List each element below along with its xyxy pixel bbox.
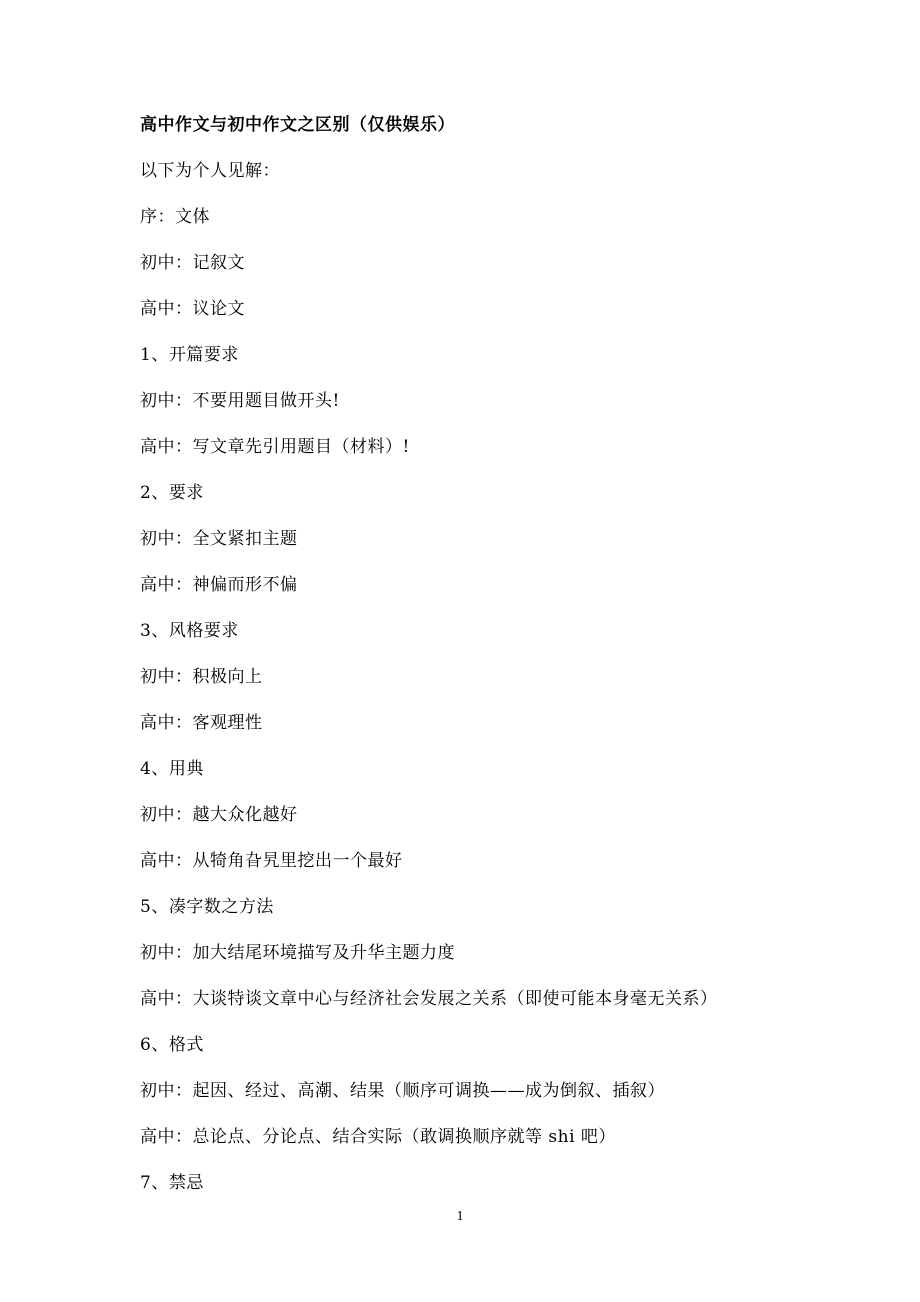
text-line: 高中：议论文	[140, 299, 245, 319]
text-line: 初中：记叙文	[140, 253, 245, 273]
text-line: 高中：神偏而形不偏	[140, 575, 298, 595]
text-line: 初中：起因、经过、高潮、结果（顺序可调换——成为倒叙、插叙）	[140, 1081, 665, 1101]
text-line: 初中：全文紧扣主题	[140, 529, 298, 549]
text-line: 初中：积极向上	[140, 667, 263, 687]
section-heading: 3、风格要求	[140, 621, 239, 641]
document-title: 高中作文与初中作文之区别（仅供娱乐）	[140, 115, 455, 135]
text-line: 初中：不要用题目做开头!	[140, 391, 340, 411]
text-line: 高中：总论点、分论点、结合实际（敢调换顺序就等 shi 吧）	[140, 1127, 616, 1147]
text-line-preface: 序：文体	[140, 207, 210, 227]
text-line: 高中：大谈特谈文章中心与经济社会发展之关系（即使可能本身毫无关系）	[140, 989, 718, 1009]
section-heading: 4、用典	[140, 759, 204, 779]
text-line: 高中：从犄角旮旯里挖出一个最好	[140, 851, 403, 871]
text-line: 初中：越大众化越好	[140, 805, 298, 825]
section-heading: 7、禁忌	[140, 1173, 204, 1193]
text-line-intro: 以下为个人见解：	[140, 161, 280, 181]
text-line: 高中：写文章先引用题目（材料）!	[140, 437, 410, 457]
text-line: 初中：加大结尾环境描写及升华主题力度	[140, 943, 455, 963]
section-heading: 2、要求	[140, 483, 204, 503]
text-line: 高中：客观理性	[140, 713, 263, 733]
section-heading: 5、凑字数之方法	[140, 897, 274, 917]
page-number: 1	[456, 1209, 464, 1224]
section-heading: 1、开篇要求	[140, 345, 239, 365]
section-heading: 6、格式	[140, 1035, 204, 1055]
